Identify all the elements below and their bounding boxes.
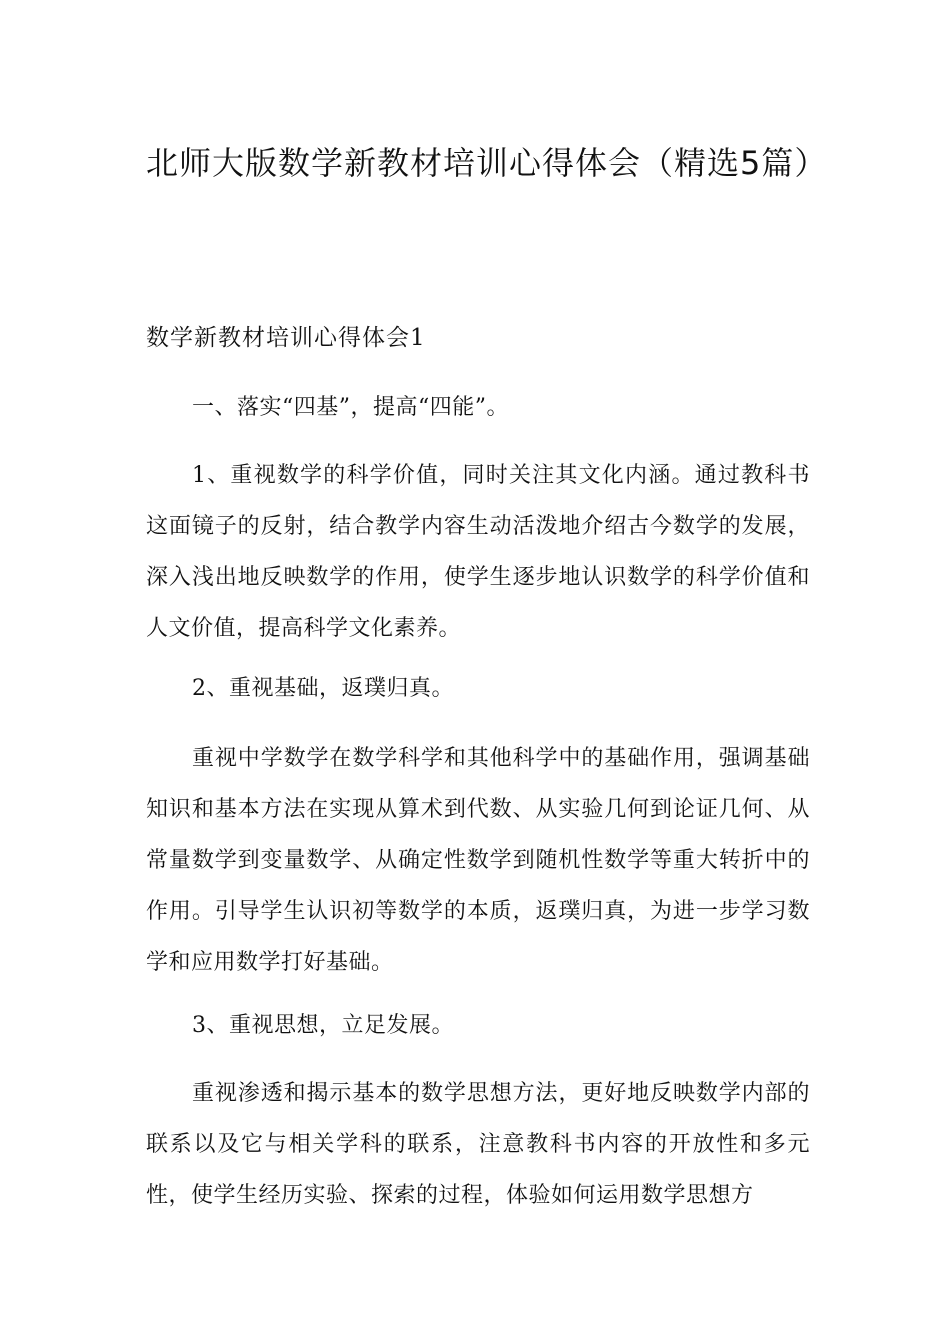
paragraph-6: 重视渗透和揭示基本的数学思想方法，更好地反映数学内部的联系以及它与相关学科的联系，注意教科书内容的开放性和多元性，使学生经历实验、探索的过程，体验如何运用数学思想方 — [146, 1081, 810, 1208]
paragraph-2: 1、重视数学的科学价值，同时关注其文化内涵。通过教科书这面镜子的反射，结合教学内容生动活泼地介绍古今数学的发展，深入浅出地反映数学的作用，使学生逐步地认识数学的科学价值和人文价值，提高科学文化素养。 — [146, 463, 810, 641]
document-title: 北师大版数学新教材培训心得体会（精选5篇） — [146, 144, 828, 182]
paragraph-4: 重视中学数学在数学科学和其他科学中的基础作用，强调基础知识和基本方法在实现从算术到代数、从实验几何到论证几何、从常量数学到变量数学、从确定性数学到随机性数学等重大转折中的作用。引导学生认识初等数学的本质，返璞归真，为进一步学习数学和应用数学打好基础。 — [146, 746, 810, 975]
paragraph-3: 2、重视基础，返璞归真。 — [192, 676, 454, 701]
section-heading: 数学新教材培训心得体会1 — [146, 325, 426, 351]
paragraph-5: 3、重视思想，立足发展。 — [192, 1013, 454, 1038]
paragraph-1: 一、落实“四基”，提高“四能”。 — [192, 395, 509, 420]
